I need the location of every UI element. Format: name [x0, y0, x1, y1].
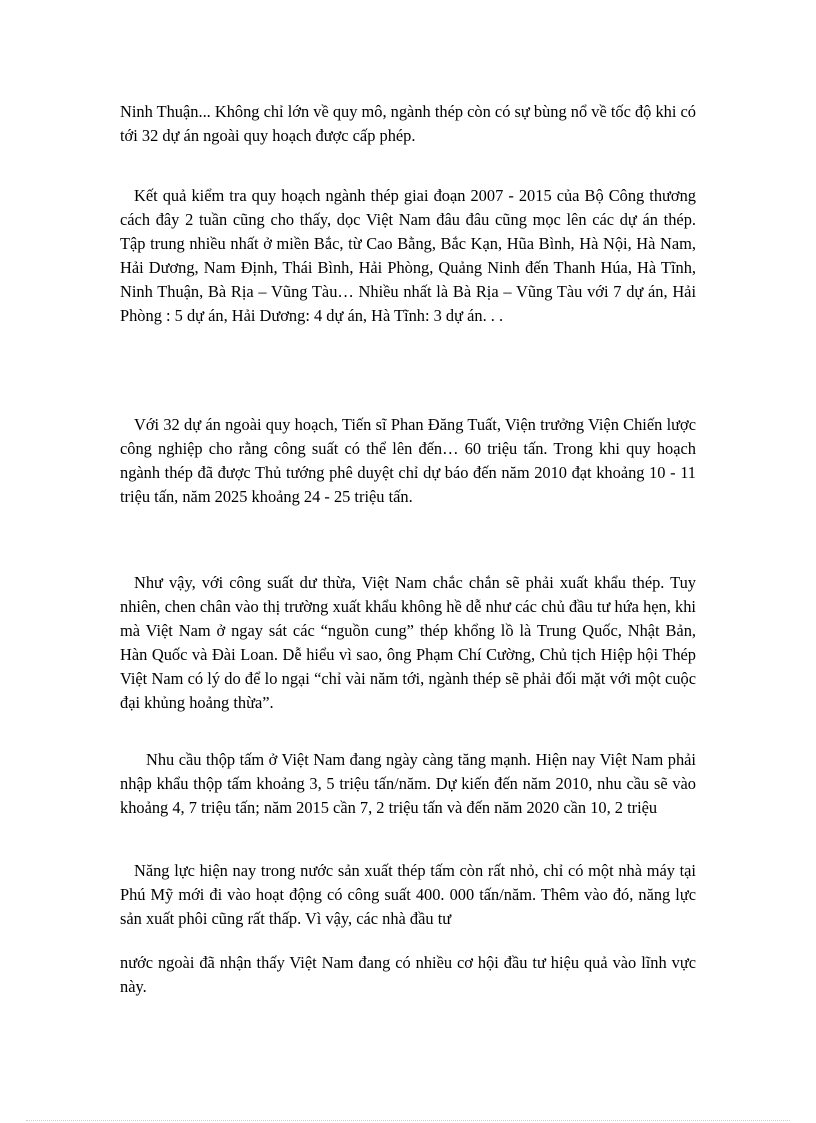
- page-bottom-rule: [26, 1120, 790, 1121]
- paragraph-7: nước ngoài đã nhận thấy Việt Nam đang có nhiều cơ hội đầu tư hiệu quả vào lĩnh vực này.: [120, 953, 696, 996]
- paragraph-2: Kết quả kiểm tra quy hoạch ngành thép giai đoạn 2007 - 2015 của Bộ Công thương cách đây 2 tuần cũng cho thấy, dọc Việt Nam đâu đâu cũng mọc lên các dự án thép. Tập trung nhiều nhất ở miền Bắc, từ Cao Bằng, Bắc Kạn, Hũa Bình, Hà Nội, Hà Nam, Hải Dương, Nam Định, Thái Bình, Hải Phòng, Quảng Ninh đến Thanh Húa, Hà Tĩnh, Ninh Thuận, Bà Rịa – Vũng Tàu… Nhiều nhất là Bà Rịa – Vũng Tàu với 7 dự án, Hải Phòng : 5 dự án, Hải Dương: 4 dự án, Hà Tĩnh: 3 dự án. . .: [120, 186, 696, 325]
- paragraph-3: Với 32 dự án ngoài quy hoạch, Tiến sĩ Phan Đăng Tuất, Viện trưởng Viện Chiến lược công nghiệp cho rằng công suất có thể lên đến… 60 triệu tấn. Trong khi quy hoạch ngành thép đã được Thủ tướng phê duyệt chỉ dự báo đến năm 2010 đạt khoảng 10 - 11 triệu tấn, năm 2025 khoảng 24 - 25 triệu tấn.: [120, 415, 696, 506]
- paragraph-6: Năng lực hiện nay trong nước sản xuất thép tấm còn rất nhỏ, chỉ có một nhà máy tại Phú Mỹ mới đi vào hoạt động có công suất 400. 000 tấn/năm. Thêm vào đó, năng lực sản xuất phôi cũng rất thấp. Vì vậy, các nhà đầu tư: [120, 861, 696, 928]
- paragraph-4: Như vậy, với công suất dư thừa, Việt Nam chắc chắn sẽ phải xuất khẩu thép. Tuy nhiên, chen chân vào thị trường xuất khẩu không hề dễ như các chủ đầu tư hứa hẹn, khi mà Việt Nam ở ngay sát các “nguồn cung” thép khổng lồ là Trung Quốc, Nhật Bản, Hàn Quốc và Đài Loan. Dễ hiểu vì sao, ông Phạm Chí Cường, Chủ tịch Hiệp hội Thép Việt Nam có lý do để lo ngại “chỉ vài năm tới, ngành thép sẽ phải đối mặt với một cuộc đại khủng hoảng thừa”.: [120, 573, 696, 712]
- paragraph-5: Nhu cầu thộp tấm ở Việt Nam đang ngày càng tăng mạnh. Hiện nay Việt Nam phải nhập khẩu thộp tấm khoảng 3, 5 triệu tấn/năm. Dự kiến đến năm 2010, nhu cầu sẽ vào khoảng 4, 7 triệu tấn; năm 2015 cần 7, 2 triệu tấn và đến năm 2020 cần 10, 2 triệu: [120, 750, 696, 817]
- paragraph-1: Ninh Thuận... Không chỉ lớn về quy mô, ngành thép còn có sự bùng nổ về tốc độ khi có tới 32 dự án ngoài quy hoạch được cấp phép.: [120, 102, 696, 145]
